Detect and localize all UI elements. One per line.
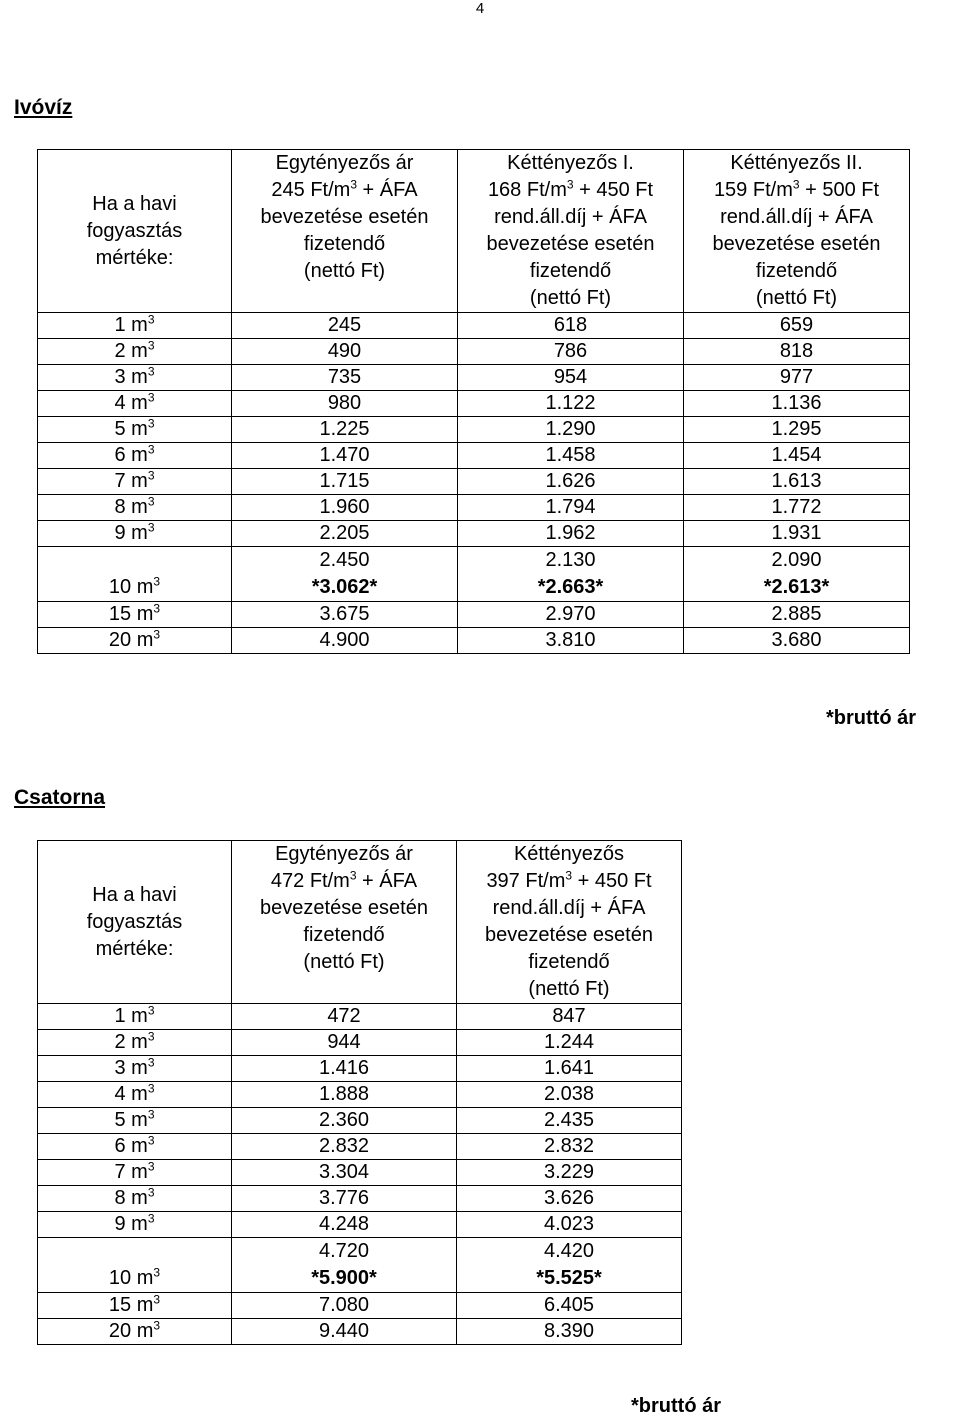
sewer-price-table bbox=[37, 840, 682, 1345]
price-cell: 1.962 bbox=[458, 521, 684, 547]
price-cell: 1.122 bbox=[458, 391, 684, 417]
section-title-sewer: Csatorna bbox=[14, 786, 106, 809]
header-text: Egytényezős ár bbox=[275, 843, 413, 865]
water-header-row bbox=[38, 150, 910, 313]
page-number: 4 bbox=[475, 0, 485, 17]
price-cell: 1.931 bbox=[684, 521, 910, 547]
price-cell: 490 bbox=[232, 339, 458, 365]
header-text: 168 $Ft/m^3 + 450$ Ft bbox=[487, 177, 654, 201]
sewer-header-row bbox=[38, 841, 682, 1004]
table-row bbox=[38, 1319, 682, 1345]
price-cell: 2.832 bbox=[457, 1134, 682, 1160]
header-text: bevezetése esetén bbox=[485, 924, 653, 946]
price-cell: 1.470 bbox=[232, 443, 458, 469]
price-cell: 2.130 *2.663* bbox=[458, 547, 684, 602]
quantity-cell: 4 $m^3$ bbox=[38, 1082, 232, 1108]
quantity-cell: 5 $m^3$ bbox=[38, 417, 232, 443]
price-cell: 1.244 bbox=[457, 1030, 682, 1056]
header-text: fizetendő bbox=[529, 260, 612, 282]
price-cell: 2.090 *2.613* bbox=[684, 547, 910, 602]
price-cell: 1.136 bbox=[684, 391, 910, 417]
header-text: Kéttényezős II. bbox=[730, 152, 863, 174]
price-cell: 3.626 bbox=[457, 1186, 682, 1212]
price-cell: 3.229 bbox=[457, 1160, 682, 1186]
price-cell: 2.450 *3.062* bbox=[232, 547, 458, 602]
price-cell: 818 bbox=[684, 339, 910, 365]
price-cell: 1.454 bbox=[684, 443, 910, 469]
price-cell: 2.435 bbox=[457, 1108, 682, 1134]
price-cell: 4.420 *5.525* bbox=[457, 1238, 682, 1293]
table-row bbox=[38, 365, 910, 391]
header-text: bevezetése esetén bbox=[486, 233, 655, 255]
price-cell: 4.023 bbox=[457, 1212, 682, 1238]
header-consumption bbox=[38, 150, 232, 313]
header-text: 472 $Ft/m^3$ + ÁFA bbox=[270, 868, 418, 892]
quantity-cell: 10 $m^3$ bbox=[38, 547, 232, 602]
quantity-cell: 8 $m^3$ bbox=[38, 1186, 232, 1212]
header-text: rend.áll.díj + ÁFA bbox=[492, 897, 646, 919]
price-cell: 2.038 bbox=[457, 1082, 682, 1108]
header-text: (nettó Ft) bbox=[303, 260, 386, 282]
quantity-cell: 20 $m^3$ bbox=[38, 628, 232, 654]
header-text: mértéke: bbox=[95, 937, 174, 960]
quantity-cell: 1 $m^3$ bbox=[38, 1004, 232, 1030]
header-text: bevezetése esetén bbox=[260, 897, 428, 919]
table-row bbox=[38, 1056, 682, 1082]
quantity-cell: 3 $m^3$ bbox=[38, 365, 232, 391]
price-cell: 3.776 bbox=[232, 1186, 457, 1212]
header-text: 159 $Ft/m^3 + 500$ Ft bbox=[713, 177, 880, 201]
header-text: bevezetése esetén bbox=[260, 206, 429, 228]
price-cell: 2.885 bbox=[684, 602, 910, 628]
price-cell: 472 bbox=[232, 1004, 457, 1030]
quantity-cell: 4 $m^3$ bbox=[38, 391, 232, 417]
price-cell: 4.720 *5.900* bbox=[232, 1238, 457, 1293]
price-cell: 2.205 bbox=[232, 521, 458, 547]
header-text: bevezetése esetén bbox=[712, 233, 881, 255]
quantity-cell: 5 $m^3$ bbox=[38, 1108, 232, 1134]
quantity-cell: 7 $m^3$ bbox=[38, 1160, 232, 1186]
header-text: 245 $Ft/m^3$ + ÁFA bbox=[271, 177, 418, 201]
price-cell: 1.772 bbox=[684, 495, 910, 521]
price-cell: 4.900 bbox=[232, 628, 458, 654]
price-cell: 1.960 bbox=[232, 495, 458, 521]
price-cell: 1.225 bbox=[232, 417, 458, 443]
price-cell: 1.416 bbox=[232, 1056, 457, 1082]
header-text: fizetendő bbox=[303, 924, 385, 946]
quantity-cell: 7 $m^3$ bbox=[38, 469, 232, 495]
table-row bbox=[38, 1186, 682, 1212]
quantity-cell: 15 $m^3$ bbox=[38, 1293, 232, 1319]
quantity-cell: 20 $m^3$ bbox=[38, 1319, 232, 1345]
table-row bbox=[38, 1082, 682, 1108]
table-row bbox=[38, 391, 910, 417]
header-text: fizetendő bbox=[528, 951, 610, 973]
header-text: mértéke: bbox=[95, 246, 174, 269]
price-cell: 2.832 bbox=[232, 1134, 457, 1160]
price-cell: 9.440 bbox=[232, 1319, 457, 1345]
quantity-cell: 10 $m^3$ bbox=[38, 1238, 232, 1293]
header-text: Kéttényezős I. bbox=[507, 152, 634, 174]
quantity-cell: 6 $m^3$ bbox=[38, 1134, 232, 1160]
quantity-cell: 15 $m^3$ bbox=[38, 602, 232, 628]
price-cell: 3.680 bbox=[684, 628, 910, 654]
table-row bbox=[38, 1134, 682, 1160]
table-row bbox=[38, 1160, 682, 1186]
table-row bbox=[38, 602, 910, 628]
quantity-cell: 2 $m^3$ bbox=[38, 1030, 232, 1056]
header-two-rate-1 bbox=[458, 150, 684, 313]
price-cell: 3.810 bbox=[458, 628, 684, 654]
table-row bbox=[38, 1004, 682, 1030]
table-row bbox=[38, 1212, 682, 1238]
header-text: (nettó Ft) bbox=[755, 287, 838, 309]
header-text: 397 $Ft/m^3 + 450$ Ft bbox=[486, 868, 652, 892]
table-row bbox=[38, 313, 910, 339]
header-text: (nettó Ft) bbox=[528, 978, 610, 1000]
header-text: fizetendő bbox=[755, 260, 838, 282]
price-cell: 1.888 bbox=[232, 1082, 457, 1108]
price-cell: 1.295 bbox=[684, 417, 910, 443]
price-cell: 3.304 bbox=[232, 1160, 457, 1186]
price-cell: 954 bbox=[458, 365, 684, 391]
price-cell: 8.390 bbox=[457, 1319, 682, 1345]
price-cell: 1.458 bbox=[458, 443, 684, 469]
header-text: (nettó Ft) bbox=[529, 287, 612, 309]
table-row bbox=[38, 547, 910, 602]
quantity-cell: 9 $m^3$ bbox=[38, 1212, 232, 1238]
price-cell: 2.360 bbox=[232, 1108, 457, 1134]
price-cell: 847 bbox=[457, 1004, 682, 1030]
quantity-cell: 1 $m^3$ bbox=[38, 313, 232, 339]
price-cell: 1.626 bbox=[458, 469, 684, 495]
header-consumption bbox=[38, 841, 232, 1004]
quantity-cell: 3 $m^3$ bbox=[38, 1056, 232, 1082]
price-cell: 1.613 bbox=[684, 469, 910, 495]
table-row bbox=[38, 495, 910, 521]
price-cell: 980 bbox=[232, 391, 458, 417]
price-cell: 1.794 bbox=[458, 495, 684, 521]
quantity-cell: 9 $m^3$ bbox=[38, 521, 232, 547]
price-cell: 735 bbox=[232, 365, 458, 391]
header-text: Egytényezős ár bbox=[275, 152, 414, 174]
price-cell: 1.715 bbox=[232, 469, 458, 495]
price-cell: 2.970 bbox=[458, 602, 684, 628]
water-price-table bbox=[37, 149, 910, 654]
table-row bbox=[38, 628, 910, 654]
header-two-rate bbox=[457, 841, 682, 1004]
header-text: rend.áll.díj + ÁFA bbox=[720, 206, 873, 228]
table-row bbox=[38, 443, 910, 469]
price-cell: 977 bbox=[684, 365, 910, 391]
price-cell: 3.675 bbox=[232, 602, 458, 628]
section-title-water: Ivóvíz bbox=[14, 96, 73, 119]
header-text: fizetendő bbox=[303, 233, 386, 255]
header-text: fogyasztás bbox=[86, 219, 183, 242]
price-cell: 1.290 bbox=[458, 417, 684, 443]
table-row bbox=[38, 469, 910, 495]
gross-price-note: *bruttó ár bbox=[826, 707, 916, 729]
price-cell: 944 bbox=[232, 1030, 457, 1056]
quantity-cell: 2 $m^3$ bbox=[38, 339, 232, 365]
header-two-rate-2 bbox=[684, 150, 910, 313]
table-row bbox=[38, 1238, 682, 1293]
quantity-cell: 6 $m^3$ bbox=[38, 443, 232, 469]
header-text: Kéttényezős bbox=[513, 843, 625, 865]
table-row bbox=[38, 521, 910, 547]
header-text: Ha a havi bbox=[92, 192, 177, 215]
header-single-rate bbox=[232, 150, 458, 313]
quantity-cell: 8 $m^3$ bbox=[38, 495, 232, 521]
table-row bbox=[38, 339, 910, 365]
price-cell: 618 bbox=[458, 313, 684, 339]
header-text: Ha a havi bbox=[92, 883, 177, 906]
price-cell: 6.405 bbox=[457, 1293, 682, 1319]
gross-price-note: *bruttó ár bbox=[631, 1395, 721, 1417]
header-single-rate bbox=[232, 841, 457, 1004]
price-cell: 786 bbox=[458, 339, 684, 365]
price-cell: 1.641 bbox=[457, 1056, 682, 1082]
header-text: (nettó Ft) bbox=[303, 951, 385, 973]
table-row bbox=[38, 417, 910, 443]
table-row bbox=[38, 1030, 682, 1056]
header-text: rend.áll.díj + ÁFA bbox=[494, 206, 647, 228]
table-row bbox=[38, 1293, 682, 1319]
price-cell: 245 bbox=[232, 313, 458, 339]
price-cell: 659 bbox=[684, 313, 910, 339]
price-cell: 7.080 bbox=[232, 1293, 457, 1319]
header-text: fogyasztás bbox=[86, 910, 183, 933]
table-row bbox=[38, 1108, 682, 1134]
price-cell: 4.248 bbox=[232, 1212, 457, 1238]
